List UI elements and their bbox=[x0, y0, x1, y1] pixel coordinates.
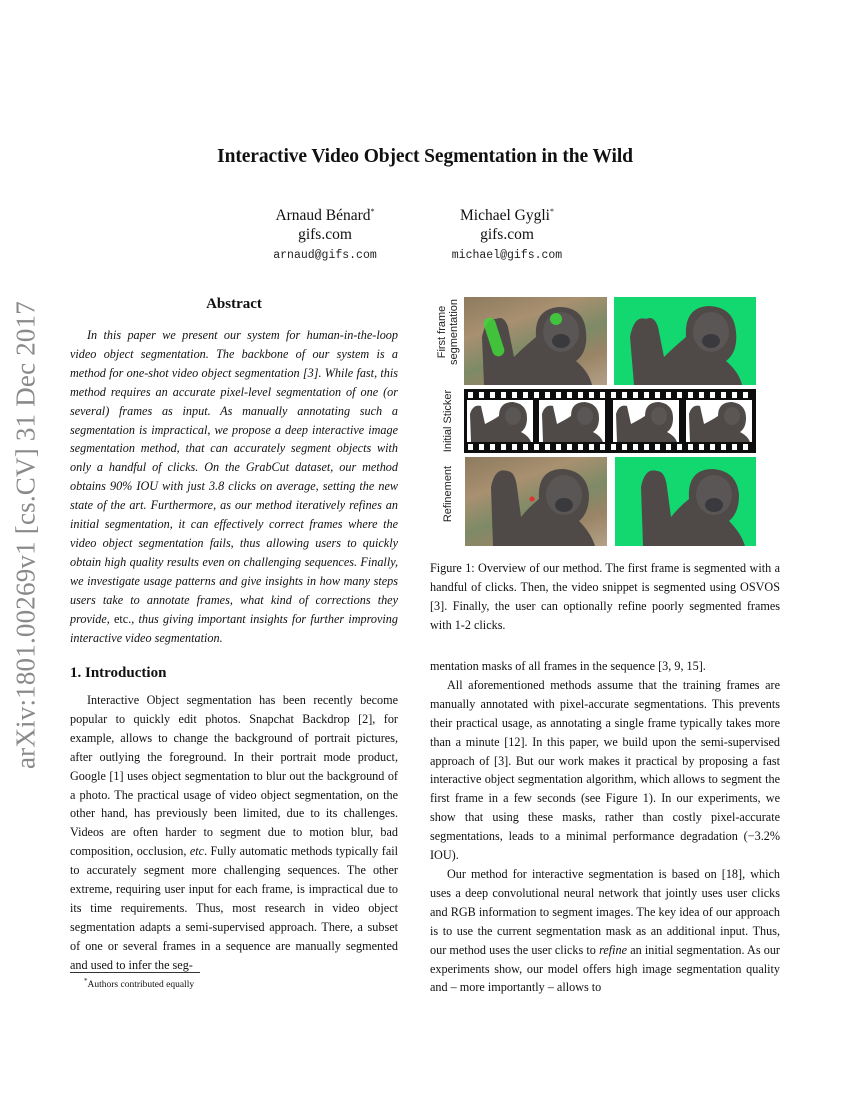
first-frame-input-image bbox=[464, 297, 607, 385]
refinement-input-image bbox=[465, 457, 607, 546]
arxiv-stamp-text: arXiv:1801.00269v1 [cs.CV] 31 Dec 2017 bbox=[10, 300, 41, 770]
intro-paragraph-3 bbox=[430, 865, 780, 997]
intro-emphasis-refine: refine bbox=[599, 942, 628, 957]
film-frame bbox=[613, 400, 679, 442]
section-heading-introduction: 1. Introduction bbox=[70, 665, 167, 681]
intro-text-cont: . Fully automatic methods typically fail to accurately segment more challenging sequences. The other extreme, requiring user input for each frame, is impractical due to its time requirements. Thus, most research in video object segmentation adapts a semi-supervised approach. There, a subset of one or several frames in a sequence are manually segmented and used to infer the seg- bbox=[70, 844, 399, 972]
author-block-1 bbox=[225, 202, 425, 265]
film-frame bbox=[467, 400, 533, 442]
intro-text: Our method for interactive segmentation is based on [18], which uses a deep convolutional neural network that jointly uses user clicks and RGB information to segment images. The key idea of our approach is to use the current segmentation mask as an additional input. Thus, our method uses the user clicks to bbox=[430, 866, 780, 957]
row-label-line: First frame bbox=[436, 305, 448, 359]
author-name: Arnaud Bénard bbox=[275, 207, 371, 225]
abstract-heading: Abstract bbox=[206, 296, 262, 312]
abstract-body bbox=[70, 326, 398, 647]
footnote-mark: * bbox=[84, 977, 88, 985]
intro-continuation: mentation masks of all frames in the sequence [3, 9, 15]. bbox=[430, 659, 706, 673]
row-label-refinement: Refinement bbox=[442, 465, 454, 523]
gorilla-image bbox=[464, 297, 607, 385]
gorilla-cutout bbox=[614, 297, 756, 385]
figure-1 bbox=[420, 290, 780, 552]
footnote-rule bbox=[70, 972, 200, 973]
abstract-text: In this paper we present our system for human-in-the-loop video object segmentation. The backbone of our system is a method for one-shot video object segmentation [3]. While fast, this method requires an accurate pixel-level segmentation of one (or several) frames as input. As manually annotating such a segmentation is impractical, we propose a deep interactive image segmentation method, that can accurately segment objects with only a handful of clicks. On the GrabCut dataset, our method obtains 90% IOU with just 3.8 clicks on average, setting the new state of the art. Furthermore, as our method iteratively refines an initial segmentation, it can effectively correct frames where the video object segmentation fails, thus allowing users to quickly obtain high quality results even on challenging sequences. Finally, we investigate usage patterns and give insights in how many steps users take to annotate frames, what kind of corrections they provide, bbox=[70, 328, 398, 626]
video-film-strip bbox=[464, 389, 756, 453]
film-holes-bottom bbox=[468, 444, 752, 450]
film-frame bbox=[539, 400, 605, 442]
film-frame bbox=[686, 400, 752, 442]
intro-text-cont: an initial segmentation. As our experiments show, our model offers high image segmentation quality and – more importantly – allows to bbox=[430, 942, 780, 995]
intro-text: Interactive Object segmentation has been recently become popular to quickly edit photos. Snapchat Backdrop [2], for example, allows to change the background of portrait pictures, after outlying the foreground. In their portrait mode product, Google [1] uses object segmentation to blur out the background of a photo. The practical usage of video object segmentation, on the other hand, has previously been limited, due to its challenges. Videos are often harder to segment due to motion blur, bad composition, occlusion, bbox=[70, 693, 398, 859]
author-affiliation: gifs.com bbox=[480, 226, 534, 244]
row-label-initial-sticker: Initial Sticker bbox=[442, 389, 454, 453]
author-mark: * bbox=[549, 207, 554, 216]
abstract-text-end: , thus giving important insights for further improving interactive video segmentation. bbox=[70, 611, 398, 645]
row-label-line: segmentation bbox=[448, 298, 460, 366]
author-block-2 bbox=[407, 202, 607, 265]
author-affiliation: gifs.com bbox=[298, 226, 352, 244]
intro-etc: etc bbox=[189, 844, 205, 859]
figure-1-caption: Figure 1: Overview of our method. The first frame is segmented with a handful of clicks. Then, the video snippet is segmented using OSVOS [3]. Finally, the user can optionally refine poorly segmented frames with 1-2 clicks. bbox=[430, 561, 780, 632]
intro-paragraph-1 bbox=[70, 691, 398, 975]
abstract-etc: etc. bbox=[114, 611, 132, 626]
first-frame-segmented-image bbox=[614, 297, 756, 385]
footnote-text: Authors contributed equally bbox=[87, 980, 195, 991]
intro-paragraph-2: All aforementioned methods assume that the training frames are manually annotated with pixel-accurate segmentations. This prevents their practical usage, as annotating a single frame typically takes more than a minute [12]. In this paper, we build upon the semi-supervised approach of [3]. But our work makes it practical by proposing a fast interactive object segmentation algorithm, which allows to segment the first frame in a few seconds (see Figure 1). In our experiments, we show that using these masks, rather than costly pixel-accurate segmentations, leads to a minimal performance degradation (−3.2% IOU). bbox=[430, 677, 780, 863]
arxiv-stamp bbox=[6, 290, 46, 780]
author-name: Michael Gygli bbox=[460, 207, 550, 225]
gorilla-cutout bbox=[615, 457, 756, 546]
row-label-first-frame bbox=[436, 282, 460, 382]
author-email[interactable]: arnaud@gifs.com bbox=[273, 249, 377, 263]
footnote bbox=[84, 977, 194, 990]
paper-title: Interactive Video Object Segmentation in the Wild bbox=[217, 146, 633, 167]
refinement-segmented-image bbox=[615, 457, 756, 546]
film-holes-top bbox=[468, 392, 752, 398]
gorilla-image bbox=[465, 457, 607, 546]
author-mark: * bbox=[370, 207, 375, 216]
right-column-text bbox=[430, 657, 780, 997]
author-email[interactable]: michael@gifs.com bbox=[451, 249, 563, 263]
